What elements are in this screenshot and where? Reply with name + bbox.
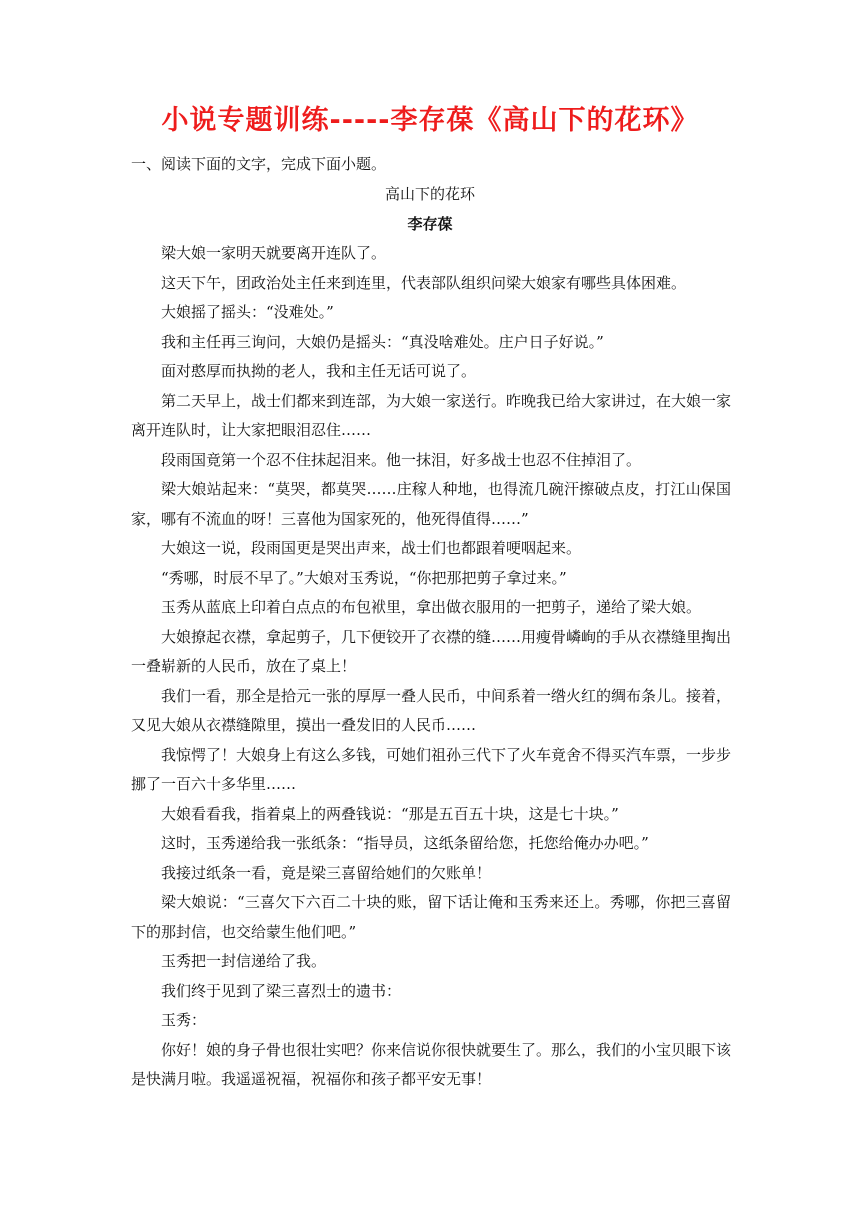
paragraph: 我惊愕了！大娘身上有这么多钱，可她们祖孙三代下了火车竟舍不得买汽车票，一步步挪了一百六十多华里…… (131, 745, 732, 793)
paragraph: 梁大娘站起来：“莫哭，都莫哭……庄稼人种地，也得流几碗汗擦破点皮，打江山保国家，哪有不流血的呀！三喜他为国家死的，他死得值得……” (131, 480, 731, 528)
paragraph: 大娘看看我，指着桌上的两叠钱说：“那是五百五十块，这是七十块。” (161, 804, 619, 823)
paragraph: 梁大娘说：“三喜欠下六百二十块的账，留下话让俺和玉秀来还上。秀哪，你把三喜留下的那封信，也交给蒙生他们吧。” (131, 893, 731, 941)
paragraph: 大娘撩起衣襟，拿起剪子，几下便铰开了衣襟的缝……用瘦骨嶙峋的手从衣襟缝里掏出一叠崭新的人民币，放在了桌上！ (131, 627, 732, 675)
paragraph: 我和主任再三询问，大娘仍是摇头：“真没啥难处。庄户日子好说。” (161, 332, 604, 351)
paragraph: 第二天早上，战士们都来到连部，为大娘一家送行。昨晚我已给大家讲过，在大娘一家离开连队时，让大家把眼泪忍住…… (131, 391, 732, 439)
section-heading: 一、阅读下面的文字，完成下面小题。 (131, 155, 387, 173)
letter-paragraph: 你好！娘的身子骨也很壮实吧？你来信说你很快就要生了。那么，我们的小宝贝眼下该是快满月啦。我遥遥祝福，祝福你和孩子都平安无事！ (131, 1040, 732, 1088)
paragraph: 大娘摇了摇头：“没难处。” (161, 303, 334, 321)
paragraph: 段雨国竟第一个忍不住抹起泪来。他一抹泪，好多战士也忍不住掉泪了。 (161, 450, 642, 469)
paragraph: 我们终于见到了梁三喜烈士的遗书： (161, 981, 402, 1000)
paragraph: 这天下午，团政治处主任来到连里，代表部队组织问梁大娘家有哪些具体困难。 (161, 273, 687, 292)
paragraph: 大娘这一说，段雨国更是哭出声来，战士们也都跟着哽咽起来。 (161, 539, 582, 557)
paragraph: 玉秀把一封信递给了我。 (161, 952, 327, 970)
story-title: 高山下的花环 (384, 185, 475, 203)
story-author: 李存葆 (407, 215, 453, 233)
paragraph: “秀哪，时辰不早了。”大娘对玉秀说，“你把那把剪子拿过来。” (161, 568, 567, 587)
paragraph: 我接过纸条一看，竟是梁三喜留给她们的欠账单！ (161, 863, 492, 882)
paragraph: 我们一看，那全是拾元一张的厚厚一叠人民币，中间系着一绺火红的绸布条儿。接着，又见大娘从衣襟缝隙里，摸出一叠发旧的人民币…… (131, 686, 732, 734)
letter-salutation: 玉秀： (161, 1011, 207, 1029)
document-title: 小说专题训练-----李存葆《高山下的花环》 (161, 105, 699, 136)
story-body (131, 239, 731, 1095)
paragraph: 梁大娘一家明天就要离开连队了。 (161, 244, 387, 262)
paragraph: 面对憨厚而执拗的老人，我和主任无话可说了。 (161, 362, 477, 380)
paragraph: 这时，玉秀递给我一张纸条：“指导员，这纸条留给您，托您给俺办办吧。” (161, 834, 649, 852)
paragraph: 玉秀从蓝底上印着白点点的布包袱里，拿出做衣服用的一把剪子，递给了梁大娘。 (161, 598, 702, 616)
